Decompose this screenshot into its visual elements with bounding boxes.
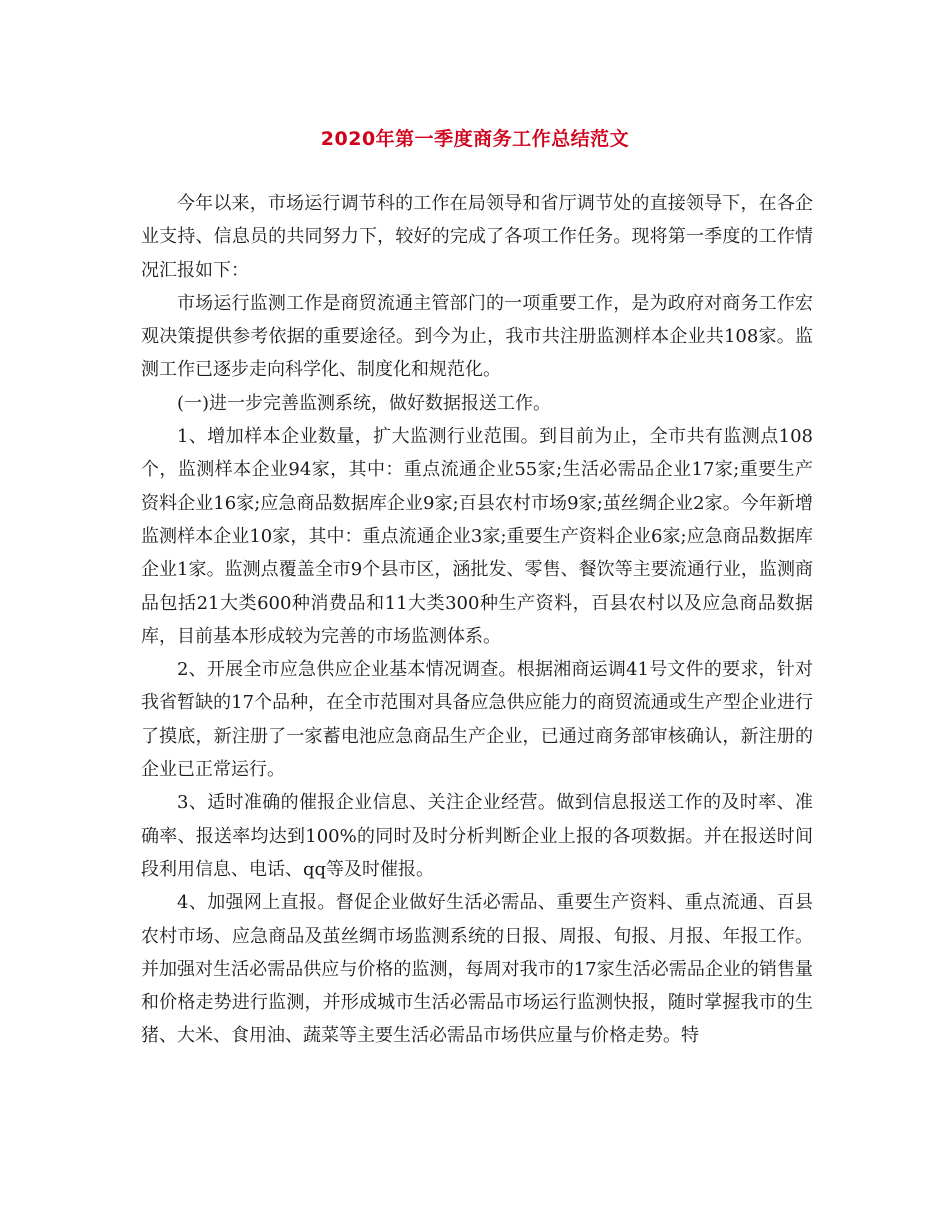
paragraph-item-2: 2、开展全市应急供应企业基本情况调查。根据湘商运调41号文件的要求，针对我省暂缺的17个品种，在全市范围对具备应急供应能力的商贸流通或生产型企业进行了摸底，新注册了一家蓄电池应急商品生产企业，已通过商务部审核确认，新注册的企业已正常运行。 (141, 659, 813, 781)
document-title: 2020年第一季度商务工作总结范文 (320, 128, 630, 150)
document-body (141, 187, 813, 1053)
paragraph-item-4: 4、加强网上直报。督促企业做好生活必需品、重要生产资料、重点流通、百县农村市场、应急商品及茧丝绸市场监测系统的日报、周报、旬报、月报、年报工作。并加强对生活必需品供应与价格的监测，每周对我市的17家生活必需品企业的销售量和价格走势进行监测，并形成城市生活必需品市场运行监测快报，随时掌握我市的生猪、大米、食用油、蔬菜等主要生活必需品市场供应量与价格走势。特 (141, 892, 813, 1047)
paragraph-monitoring-overview: 市场运行监测工作是商贸流通主管部门的一项重要工作，是为政府对商务工作宏观决策提供参考依据的重要途径。到今为止，我市共注册监测样本企业共108家。监测工作已逐步走向科学化、制度化和规范化。 (141, 292, 813, 381)
paragraph-item-1: 1、增加样本企业数量，扩大监测行业范围。到目前为止，全市共有监测点108个，监测样本企业94家，其中：重点流通企业55家;生活必需品企业17家;重要生产资料企业16家;应急商品数据库企业9家;百县农村市场9家;茧丝绸企业2家。今年新增监测样本企业10家，其中：重点流通企业3家;重要生产资料企业6家;应急商品数据库企业1家。监测点覆盖全市9个县市区，涵批发、零售、餐饮等主要流通行业，监测商品包括21大类600种消费品和11大类300种生产资料，百县农村以及应急商品数据库，目前基本形成较为完善的市场监测体系。 (141, 426, 813, 647)
paragraph-item-3: 3、适时准确的催报企业信息、关注企业经营。做到信息报送工作的及时率、准确率、报送率均达到100%的同时及时分析判断企业上报的各项数据。并在报送时间段利用信息、电话、qq等及时催报。 (141, 792, 813, 880)
section-heading-1: (一)进一步完善监测系统，做好数据报送工作。 (177, 392, 552, 414)
paragraph-intro: 今年以来，市场运行调节科的工作在局领导和省厅调节处的直接领导下，在各企业支持、信息员的共同努力下，较好的完成了各项工作任务。现将第一季度的工作情况汇报如下： (141, 193, 813, 281)
